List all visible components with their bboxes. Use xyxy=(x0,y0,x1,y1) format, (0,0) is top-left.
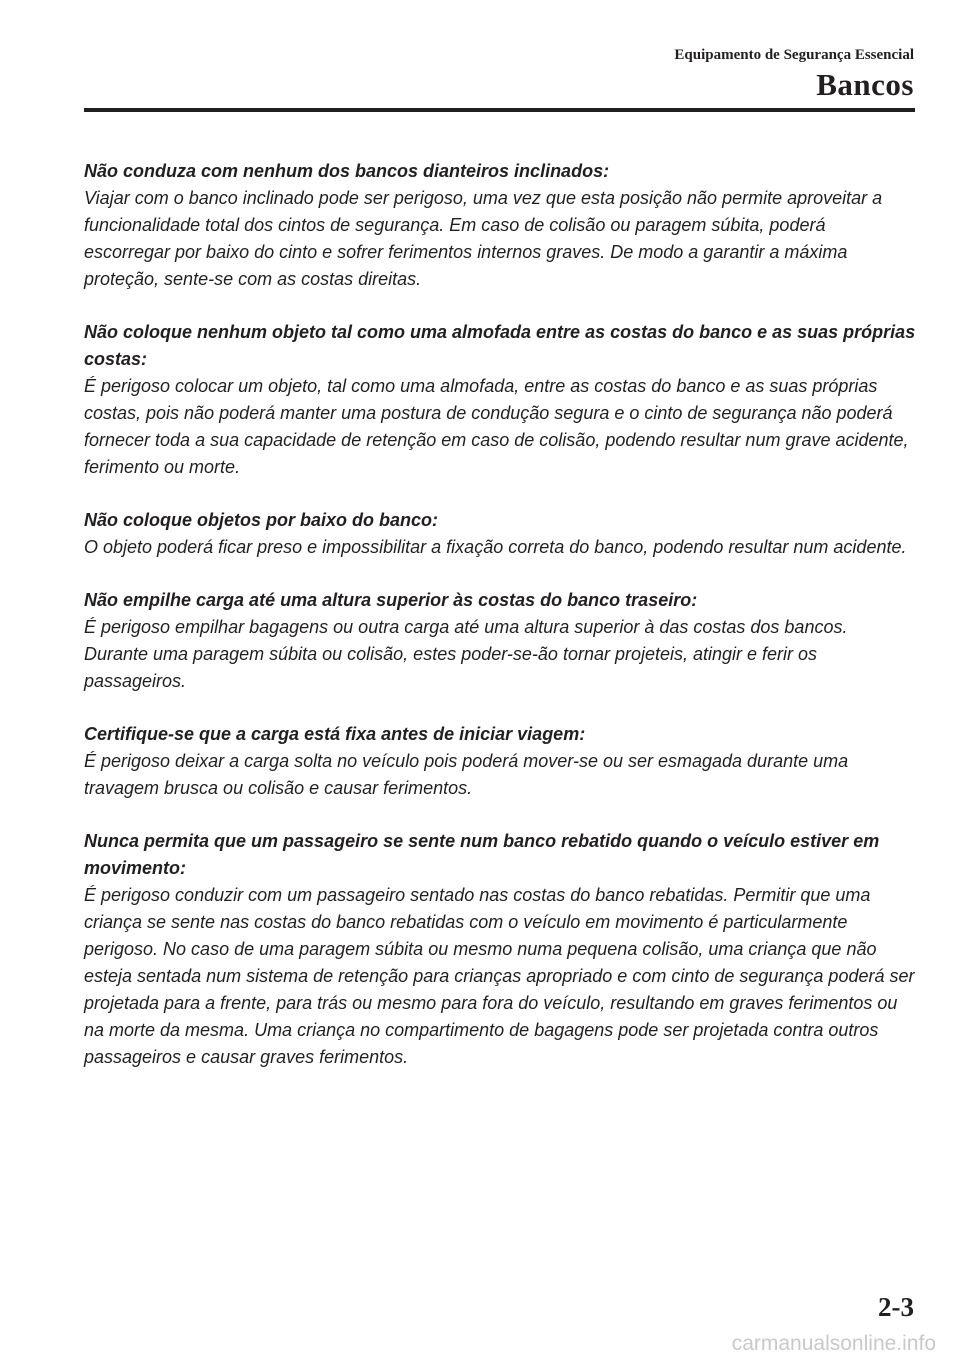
warning-title: Não conduza com nenhum dos bancos dianteiros inclinados: xyxy=(84,161,610,181)
warning-item xyxy=(84,319,916,481)
warning-title: Não coloque objetos por baixo do banco: xyxy=(84,510,439,530)
warning-title: Nunca permita que um passageiro se sente num banco rebatido quando o veículo estiver em movimento: xyxy=(84,831,880,878)
warning-body: Viajar com o banco inclinado pode ser perigoso, uma vez que esta posição não permite aproveitar a funcionalidade total dos cintos de segurança. Em caso de colisão ou paragem súbita, poderá escorregar por baixo do cinto e sofrer ferimentos internos graves. De modo a garantir a máxima proteção, sente-se com as costas direitas. xyxy=(84,188,883,289)
page-number: 2-3 xyxy=(878,1292,914,1322)
section-title: Bancos xyxy=(816,67,914,102)
warning-title: Certifique-se que a carga está fixa antes de iniciar viagem: xyxy=(84,724,586,744)
warning-body: É perigoso conduzir com um passageiro sentado nas costas do banco rebatidas. Permitir que uma criança se sente nas costas do banco rebatidas com o veículo em movimento é particularmente perigoso. No caso de uma paragem súbita ou mesmo numa pequena colisão, uma criança que não esteja sentada num sistema de retenção para crianças apropriado e com cinto de segurança poderá ser projetada para a frente, para trás ou mesmo para fora do veículo, resultando em graves ferimentos ou na morte da mesma. Uma criança no compartimento de bagagens pode ser projetada contra outros passageiros e causar graves ferimentos. xyxy=(84,885,915,1067)
warning-body: É perigoso empilhar bagagens ou outra carga até uma altura superior à das costas dos bancos. Durante uma paragem súbita ou colisão, estes poder-se-ão tornar projeteis, atingir e ferir os passageiros. xyxy=(84,617,848,691)
warning-item xyxy=(84,507,916,561)
warning-body: É perigoso deixar a carga solta no veículo pois poderá mover-se ou ser esmagada durante uma travagem brusca ou colisão e causar ferimentos. xyxy=(84,751,849,798)
page-header xyxy=(674,44,914,102)
warning-body: É perigoso colocar um objeto, tal como uma almofada, entre as costas do banco e as suas próprias costas, pois não poderá manter uma postura de condução segura e o cinto de segurança não poderá fornecer toda a sua capacidade de retenção em caso de colisão, podendo resultar num grave acidente, ferimento ou morte. xyxy=(84,376,909,477)
warning-item xyxy=(84,828,916,1071)
warning-title: Não coloque nenhum objeto tal como uma almofada entre as costas do banco e as suas próprias costas: xyxy=(84,322,916,369)
header-divider xyxy=(84,108,915,112)
warnings-list xyxy=(84,158,916,1097)
warning-title: Não empilhe carga até uma altura superior às costas do banco traseiro: xyxy=(84,590,698,610)
warning-item xyxy=(84,158,916,293)
warning-body: O objeto poderá ficar preso e impossibilitar a fixação correta do banco, podendo resultar num acidente. xyxy=(84,537,907,557)
warning-item xyxy=(84,587,916,695)
warning-item xyxy=(84,721,916,802)
watermark: carmanualsonline.info xyxy=(731,1332,936,1355)
chapter-title: Equipamento de Segurança Essencial xyxy=(674,47,914,63)
